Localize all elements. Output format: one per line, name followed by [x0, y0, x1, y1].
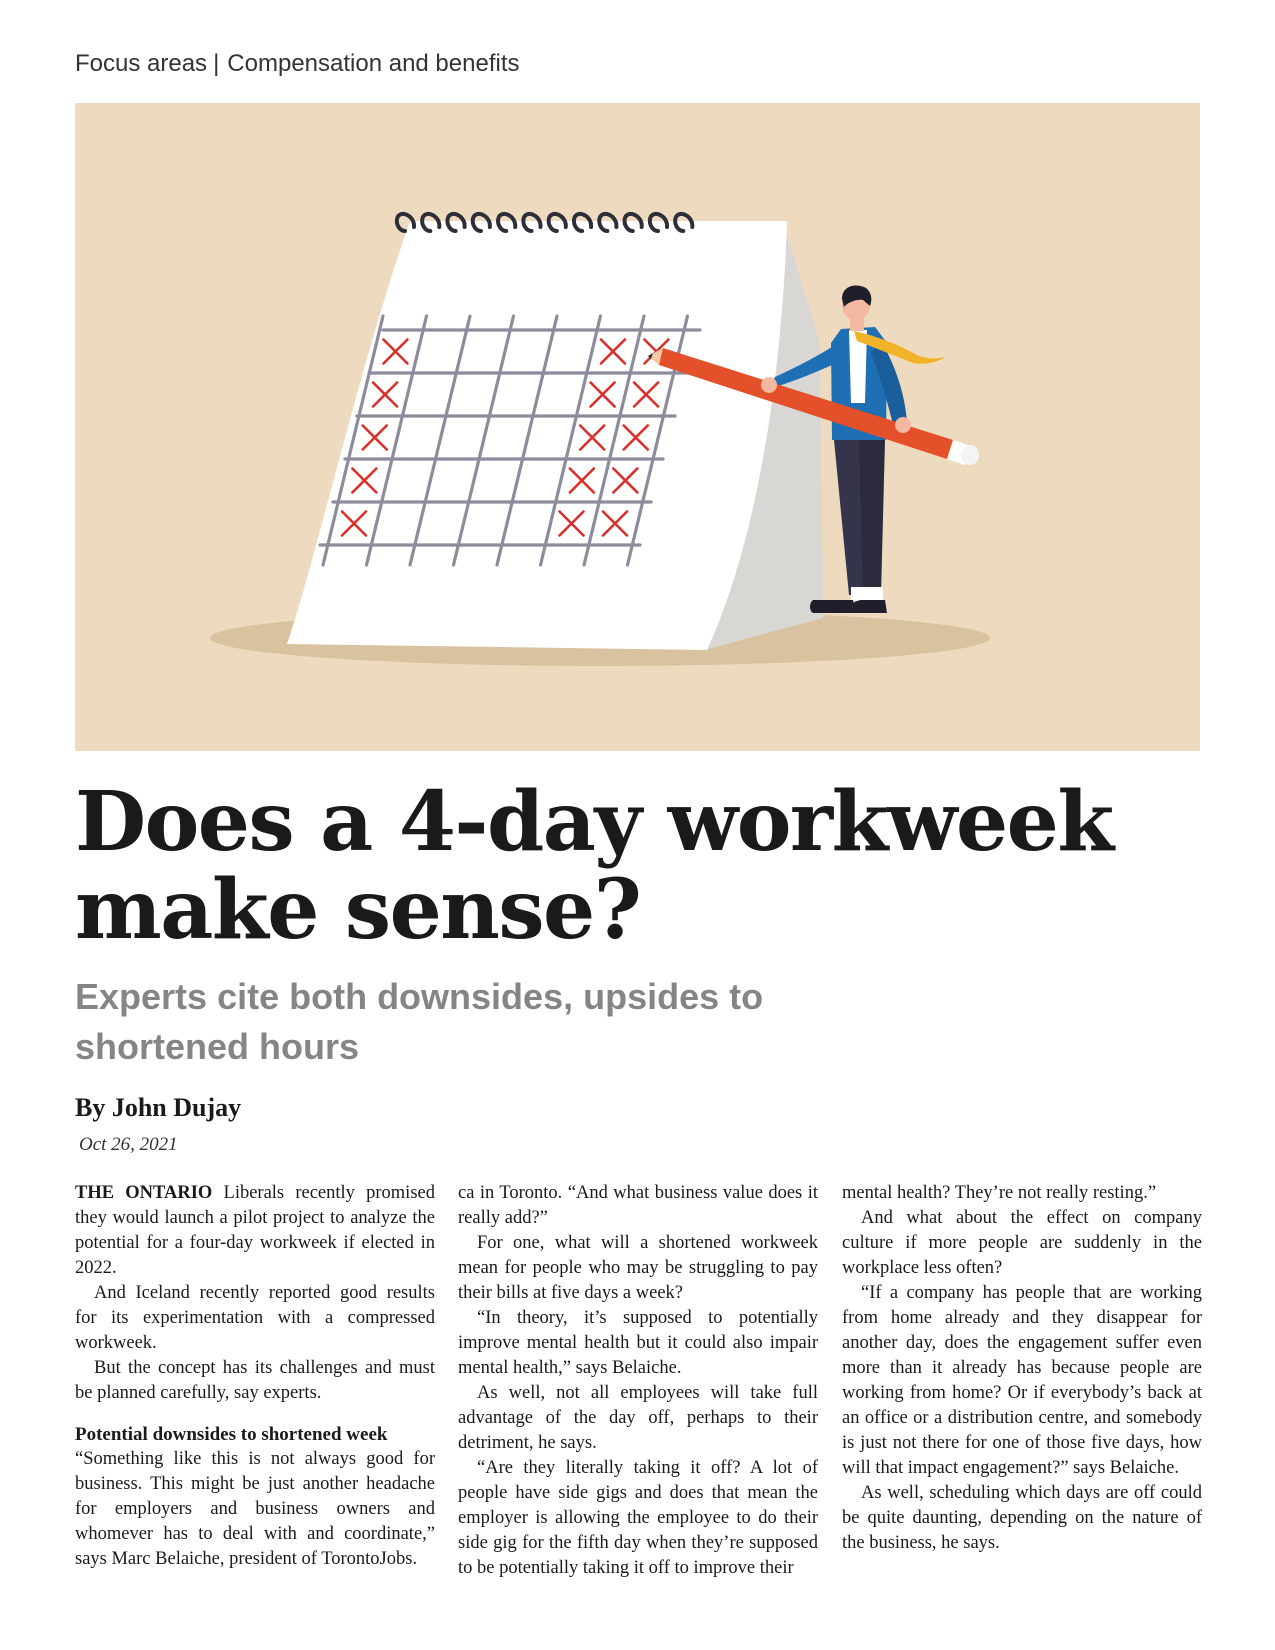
paragraph: mental health? They’re not really resting.”	[842, 1183, 1157, 1203]
hand	[761, 377, 777, 393]
hand	[895, 417, 911, 433]
paragraph: For one, what will a shortened workweek mean for people who may be struggling to pay their bills at five days a week?	[458, 1233, 818, 1303]
paragraph: “Are they literally taking it off? A lot of people have side gigs and does that mean the employer is allowing the employee to do their side gig for the fifth day when they’re supposed to be potentially taking it off to improve their	[458, 1458, 818, 1578]
calendar-illustration-svg	[75, 103, 1200, 751]
body-column-1	[75, 1181, 435, 1572]
deck-line-2: shortened hours	[75, 1026, 360, 1067]
byline[interactable]: By John Dujay	[75, 1093, 242, 1122]
lead-in: THE ONTARIO	[75, 1183, 213, 1203]
body-column-3	[842, 1181, 1202, 1556]
paragraph	[75, 1181, 435, 1281]
body-column-2	[458, 1181, 818, 1581]
article-deck	[75, 972, 975, 1072]
breadcrumb-topic[interactable]: Compensation and benefits	[227, 50, 520, 77]
subhead: Potential downsides to shortened week	[75, 1424, 388, 1445]
publish-date: Oct 26, 2021	[79, 1134, 178, 1155]
headline-line-1: Does a 4-day workweek	[75, 774, 1113, 870]
hero-illustration	[75, 103, 1200, 751]
paragraph-text: Liberals recently promised they would launch a pilot project to analyze the potential for a four-day workweek if elected in 2022.	[75, 1183, 435, 1278]
paragraph: And what about the effect on company culture if more people are suddenly in the workplace less often?	[842, 1208, 1202, 1278]
paragraph: As well, not all employees will take full advantage of the day off, perhaps to their detriment, he says.	[458, 1383, 818, 1453]
paragraph: “Something like this is not always good for business. This might be just another headache for employers and business owners and whomever has to deal with and coordinate,” says Marc Belaiche, president of TorontoJobs.	[75, 1449, 435, 1569]
breadcrumb	[75, 50, 520, 78]
paragraph: And Iceland recently reported good results for its experimentation with a compressed workweek.	[75, 1283, 435, 1353]
breadcrumb-separator: |	[213, 50, 220, 77]
paragraph: As well, scheduling which days are off could be quite daunting, depending on the nature of the business, he says.	[842, 1483, 1202, 1553]
headline-line-2: make sense?	[75, 862, 641, 958]
paragraph: But the concept has its challenges and must be planned carefully, say experts.	[75, 1358, 435, 1403]
calendar-page	[287, 221, 787, 650]
breadcrumb-section[interactable]: Focus areas	[75, 50, 208, 77]
article-headline	[75, 774, 1195, 958]
paragraph: ca in Toronto. “And what business value does it really add?”	[458, 1183, 818, 1228]
deck-line-1: Experts cite both downsides, upsides to	[75, 976, 764, 1017]
paragraph: “In theory, it’s supposed to potentially improve mental health but it could also impair mental health,” says Belaiche.	[458, 1308, 818, 1378]
paragraph: “If a company has people that are working from home already and they disappear for another day, does the engagement suffer even more than it already has because people are working from home? Or if everybody’s back at an office or a distribution centre, and somebody is just not there for one of those five days, how will that impact engagement?” says Belaiche.	[842, 1283, 1202, 1478]
